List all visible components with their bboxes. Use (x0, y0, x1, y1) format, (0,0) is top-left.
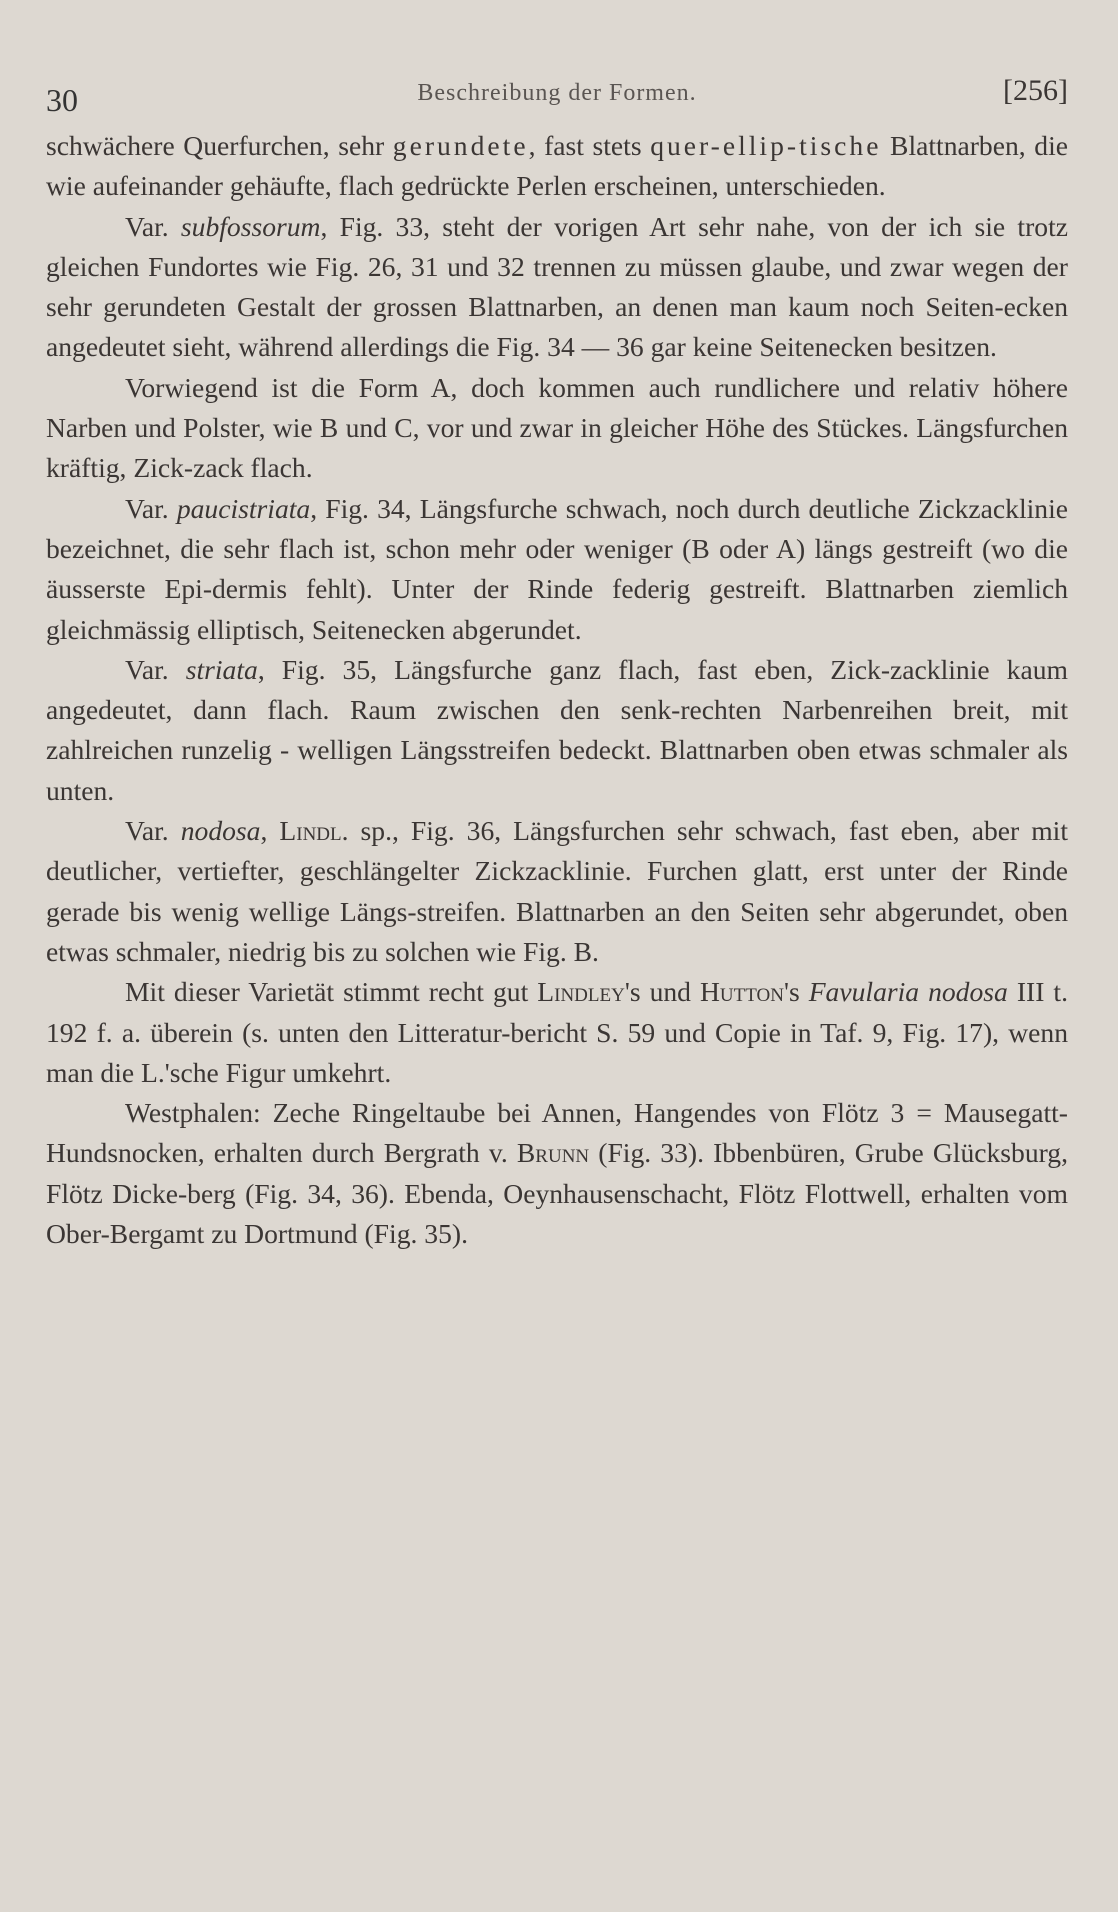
text-run: , Fig. 34, Längsfurche schwach, noch durch deutliche Zickzacklinie bezeichnet, die sehr flach ist, schon mehr oder weniger (B oder A) längs gestreift (wo die äusserste Epi-dermis fehlt). Unter der Rinde federig gestreift. Blattnarben ziemlich gleichmässig elliptisch, Seitenecken abgerundet. (46, 492, 1068, 645)
text-run: Var. (125, 210, 181, 242)
author-name: Lindley (537, 976, 625, 1008)
text-run: Westphalen: Zeche Ringeltaube bei Annen, Hangendes von Flötz 3 = Mausegatt-Hundsnocken, erhalten durch Bergrath v. (46, 1097, 1068, 1169)
text-run: 's und (624, 976, 700, 1008)
author-name: Hutton (700, 976, 784, 1008)
text-run: 's (783, 976, 809, 1008)
running-head (46, 70, 1068, 126)
paragraph-var-paucistriata (46, 489, 1068, 650)
original-page-reference: [256] (1003, 74, 1068, 107)
spaced-emphasis: gerundete (392, 130, 529, 161)
text-run: Var. (125, 653, 186, 685)
page-number: 30 (46, 82, 78, 118)
paragraph-var-nodosa (46, 811, 1068, 972)
text-run: Mit dieser Varietät stimmt recht gut (125, 976, 538, 1008)
paragraph-1 (46, 126, 1068, 207)
variety-name: paucistriata (176, 492, 311, 524)
text-run: , Fig. 35, Längsfurche ganz flach, fast eben, Zick-zacklinie kaum angedeutet, dann flach. Raum zwischen den senk-rechten Narbenreihen breit, mit zahlreichen runzelig - welligen Längsstreifen bedeckt. Blattnarben oben etwas schmaler als unten. (46, 653, 1068, 806)
text-run: , (260, 815, 280, 847)
text-run: sp., Fig. 36, Längsfurchen sehr schwach, fast eben, aber mit deutlicher, vertiefter, geschlängelter Zickzacklinie. Furchen glatt, erst unter der Rinde gerade bis wenig wellige Längs-streifen. Blattnarben an den Seiten sehr abgerundet, oben etwas schmaler, niedrig bis zu solchen wie Fig. B. (46, 815, 1068, 967)
paragraph-var-subfossorum (46, 207, 1068, 368)
text-run: Vorwiegend ist die Form A, doch kommen auch rundlichere und relativ höhere Narben und Polster, wie B und C, vor und zwar in gleicher Höhe des Stückes. Längsfurchen kräftig, Zick-zack flach. (46, 371, 1068, 484)
main-text (46, 126, 1068, 1254)
author-name: Lindl. (279, 815, 349, 847)
variety-name: subfossorum (180, 210, 321, 242)
text-run: III t. 192 f. a. überein (s. unten den Litteratur-bericht S. 59 und Copie in Taf. 9, Fig. 17), wenn man die L.'sche Figur umkehrt. (46, 976, 1068, 1088)
text-run: Blattnarben, die wie aufeinander gehäufte, flach gedrückte Perlen erscheinen, unterschieden. (46, 130, 1068, 202)
variety-name: nodosa (180, 815, 261, 847)
text-run: Var. (125, 492, 177, 524)
text-run: , fast stets (528, 130, 651, 161)
paragraph-var-striata (46, 650, 1068, 811)
variety-name: striata (185, 653, 258, 685)
text-run: Var. (125, 815, 181, 847)
paragraph-lindley-comparison (46, 972, 1068, 1093)
running-title: Beschreibung der Formen. (417, 80, 697, 106)
spaced-emphasis: quer-ellip-tische (650, 130, 882, 161)
paragraph-localities (46, 1093, 1068, 1254)
text-run: schwächere Querfurchen, sehr (46, 130, 393, 161)
author-name: Brunn (516, 1137, 590, 1169)
species-name: Favularia nodosa (808, 976, 1008, 1008)
paragraph-form-description (46, 368, 1068, 489)
text-run: (Fig. 33). Ibbenbüren, Grube Glücksburg, Flötz Dicke-berg (Fig. 34, 36). Ebenda, Oeynhausenschacht, Flötz Flottwell, erhalten vom Ober-Bergamt zu Dortmund (Fig. 35). (46, 1137, 1068, 1250)
text-run: , Fig. 33, steht der vorigen Art sehr nahe, von der ich sie trotz gleichen Fundortes wie Fig. 26, 31 und 32 trennen zu müssen glaube, und zwar wegen der sehr gerundeten Gestalt der grossen Blattnarben, an denen man kaum noch Seiten-ecken angedeutet sieht, während allerdings die Fig. 34 — 36 gar keine Seitenecken besitzen. (46, 210, 1068, 363)
